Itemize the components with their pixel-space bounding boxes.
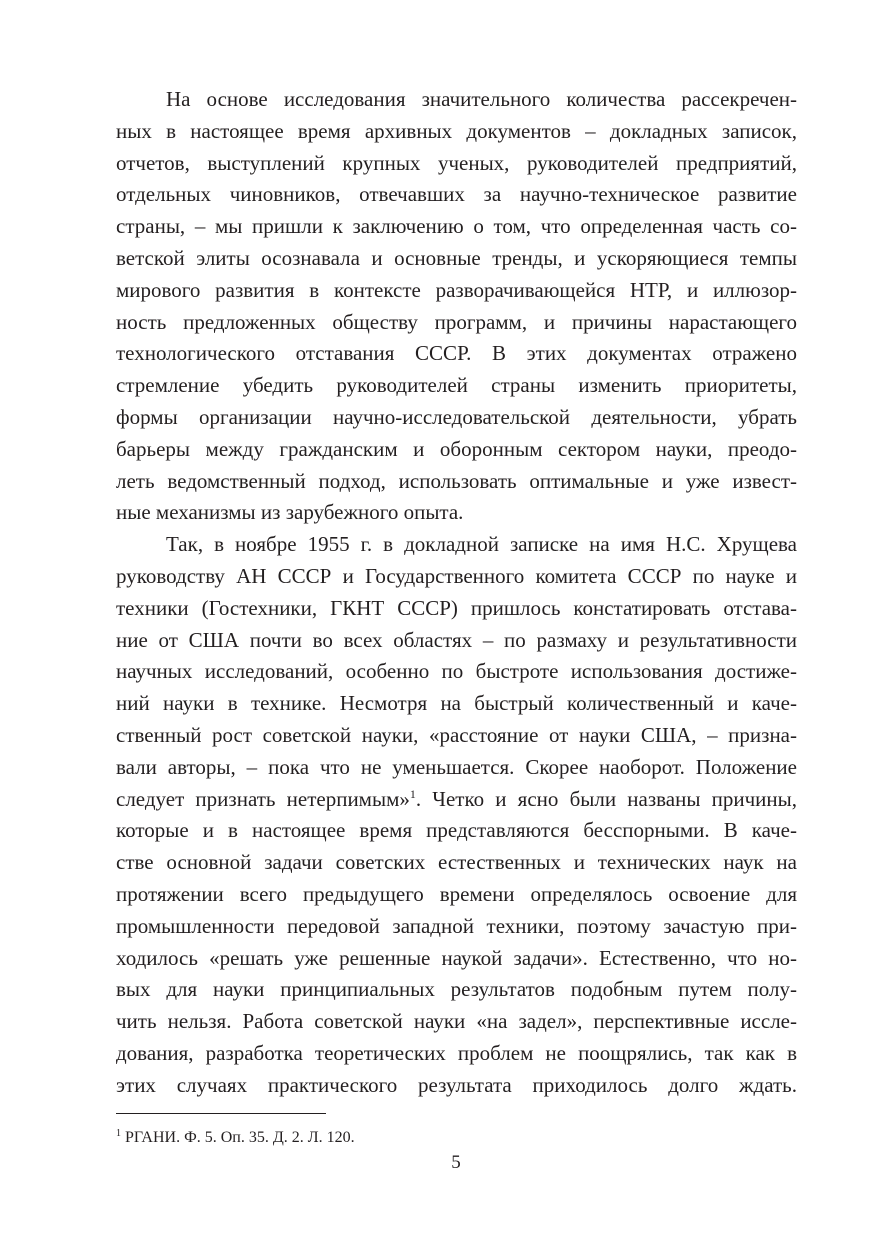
footnote-divider (116, 1113, 326, 1114)
page-number: 5 (451, 1152, 461, 1173)
text-line: дования, разработка теоретических проблем не поощрялись, так как в (116, 1040, 797, 1065)
text-line: ходилось «решать уже решенные наукой задачи». Естественно, что но- (116, 945, 797, 970)
text-segment: . Четко и ясно были названы причины, (415, 786, 797, 811)
text-line: которые и в настоящее время представляются бесспорными. В каче- (116, 818, 797, 843)
body-text (116, 84, 797, 1102)
text-line: отчетов, выступлений крупных ученых, руководителей предприятий, (116, 150, 797, 175)
text-line: формы организации научно-исследовательской деятельности, убрать (116, 404, 797, 429)
paragraph-2 (116, 529, 797, 1101)
text-line: Так, в ноябре 1955 г. в докладной записке на имя Н.С. Хрущева (166, 532, 797, 557)
footnote-number: 1 (116, 1128, 121, 1139)
text-line: стве основной задачи советских естественных и технических наук на (116, 850, 797, 875)
text-line-with-footnote (116, 784, 797, 816)
text-line: ные механизмы из зарубежного опыта. (116, 500, 464, 525)
footnote (116, 1124, 355, 1148)
text-line: ных в настоящее время архивных документов – докладных записок, (116, 118, 797, 143)
text-line: стремление убедить руководителей страны изменить приоритеты, (116, 373, 797, 398)
text-line: ний науки в технике. Несмотря на быстрый количественный и каче- (116, 691, 797, 716)
text-line: вых для науки принципиальных результатов подобным путем полу- (116, 977, 797, 1002)
text-segment: следует признать нетерпимым» (116, 786, 410, 811)
text-line: мирового развития в контексте разворачивающейся НТР, и иллюзор- (116, 277, 797, 302)
text-line: барьеры между гражданским и оборонным сектором науки, преодо- (116, 436, 797, 461)
text-line: научных исследований, особенно по быстроте использования достиже- (116, 659, 797, 684)
text-line: техники (Гостехники, ГКНТ СССР) пришлось констатировать отстава- (116, 595, 797, 620)
text-line: ность предложенных обществу программ, и причины нарастающего (116, 309, 797, 334)
text-line: руководству АН СССР и Государственного комитета СССР по науке и (116, 563, 797, 588)
text-line: промышленности передовой западной техники, поэтому зачастую при- (116, 913, 797, 938)
text-line: технологического отставания СССР. В этих документах отражено (116, 341, 797, 366)
text-line: чить нельзя. Работа советской науки «на задел», перспективные иссле- (116, 1009, 797, 1034)
text-line: леть ведомственный подход, использовать оптимальные и уже извест- (116, 468, 797, 493)
text-line: На основе исследования значительного количества рассекречен- (166, 87, 797, 111)
paragraph-1 (116, 84, 797, 529)
footnote-text: РГАНИ. Ф. 5. Оп. 35. Д. 2. Л. 120. (125, 1129, 355, 1146)
text-line: страны, – мы пришли к заключению о том, что определенная часть со- (116, 214, 797, 239)
footnote-reference[interactable]: 1 (409, 786, 416, 801)
text-line: ственный рост советской науки, «расстояние от науки США, – призна- (116, 722, 797, 747)
text-line: ветской элиты осознавала и основные тренды, и ускоряющиеся темпы (116, 245, 797, 270)
text-line: этих случаях практического результата приходилось долго ждать. (116, 1072, 797, 1097)
text-line: ние от США почти во всех областях – по размаху и результативности (116, 627, 797, 652)
text-line: протяжении всего предыдущего времени определялось освоение для (116, 881, 797, 906)
text-line: отдельных чиновников, отвечавших за научно-техническое развитие (116, 182, 797, 207)
text-line: вали авторы, – пока что не уменьшается. Скорее наоборот. Положение (116, 754, 797, 779)
